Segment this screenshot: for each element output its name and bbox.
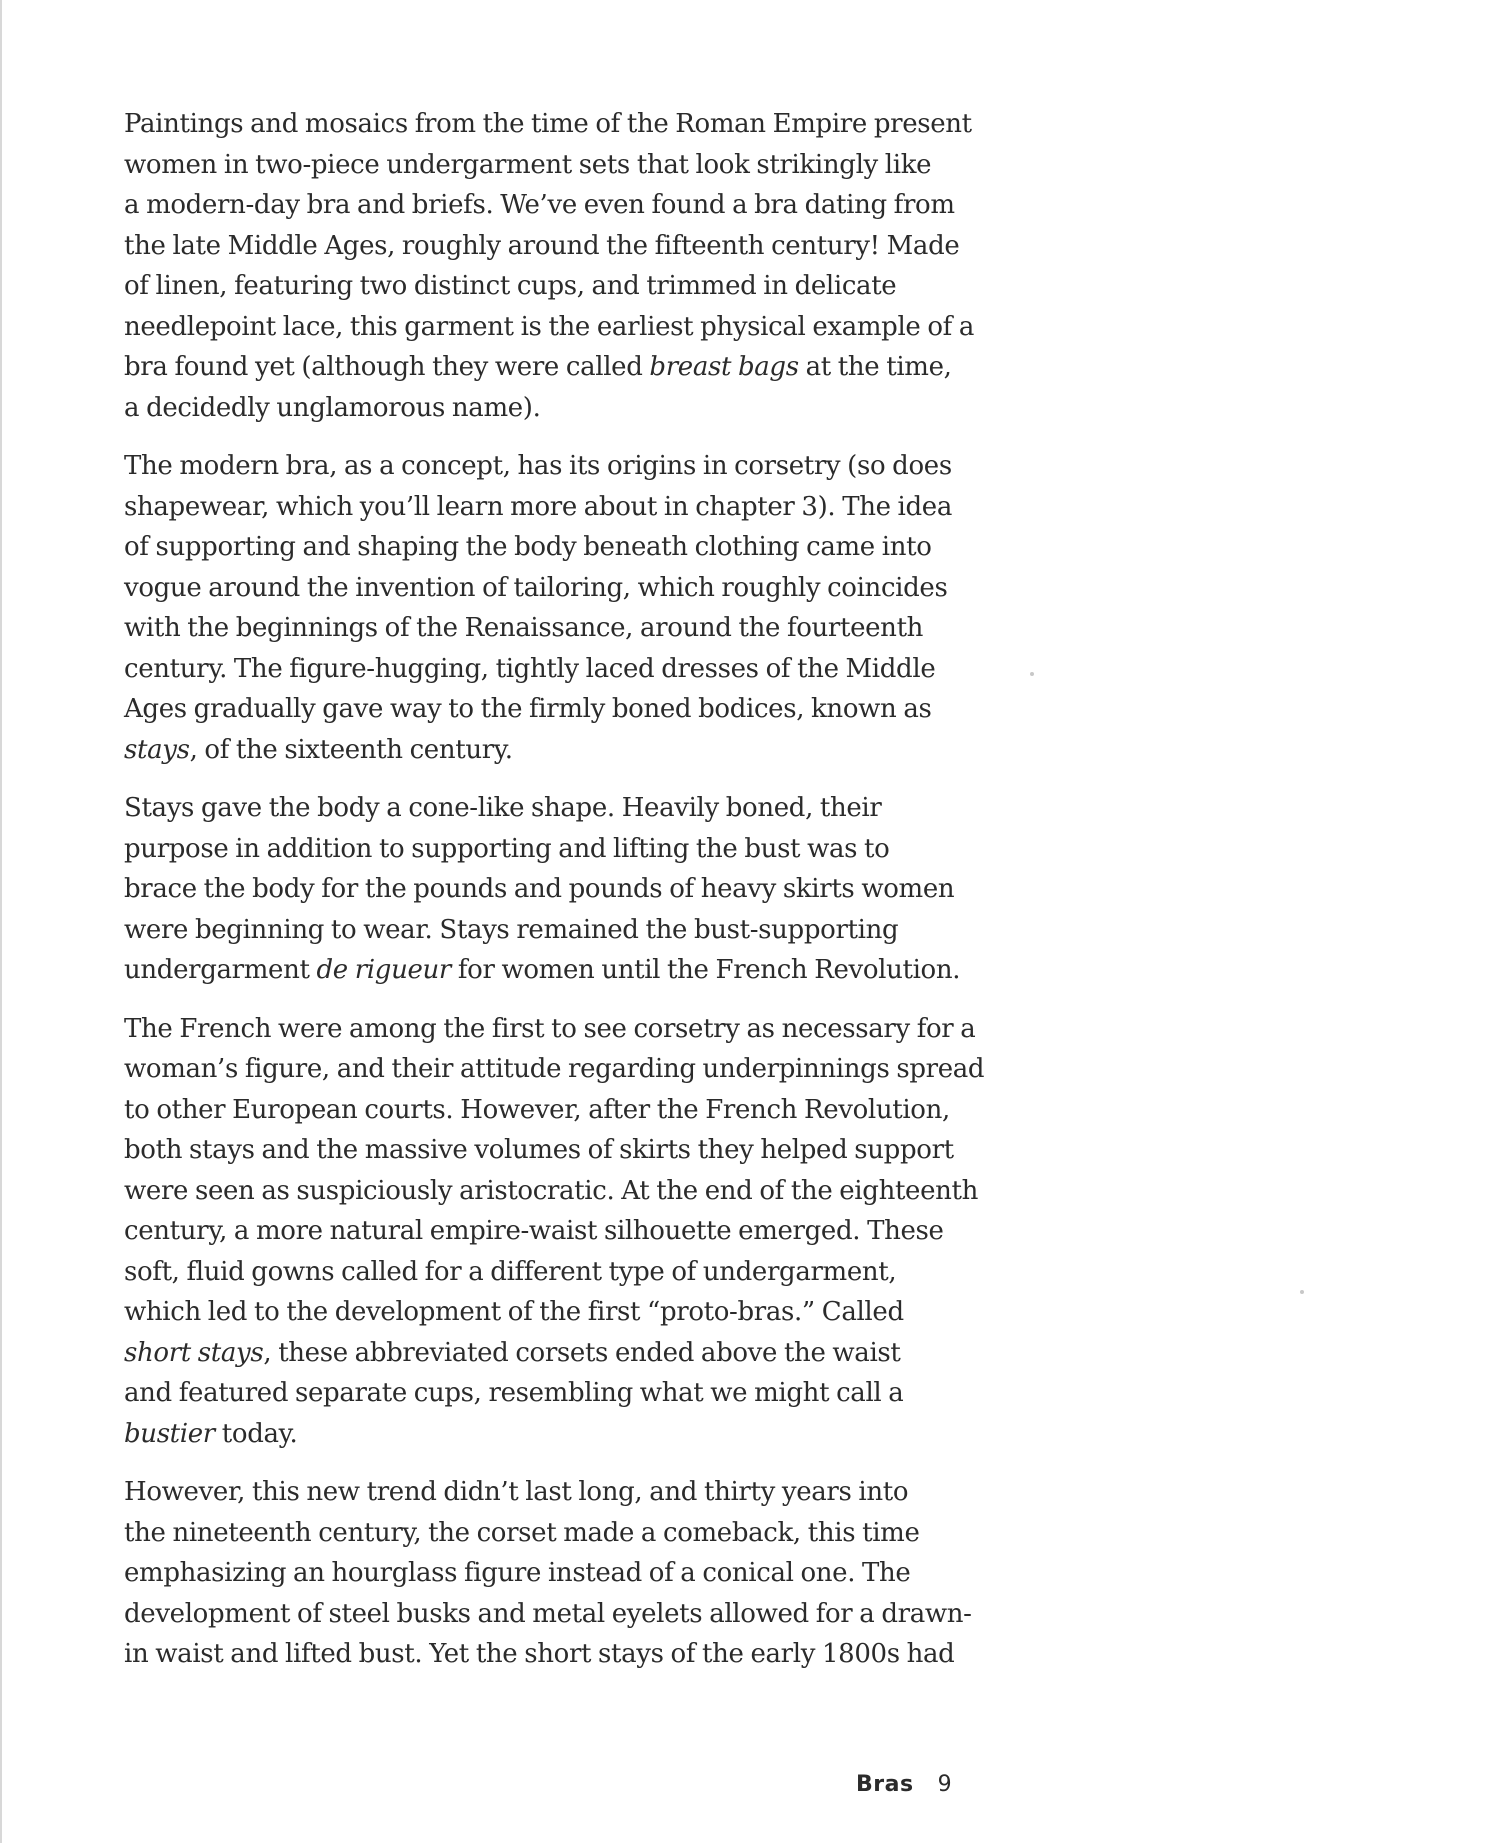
text-run: soft, fluid gowns called for a different type of undergarment, [124,1256,897,1287]
scan-speck [1030,672,1034,676]
text-line [124,1634,954,1675]
text-line [124,1090,954,1131]
text-line [124,950,961,991]
text-line [124,1130,954,1171]
text-run: The modern bra, as a concept, has its origins in corsetry (so does [124,451,952,481]
text-line [124,1049,985,1090]
text-run: which led to the development of the first “proto-bras.” Called [124,1297,904,1327]
text-line [124,730,954,771]
text-run: century, a more natural empire-waist silhouette emerged. These [124,1216,944,1246]
text-line [124,307,975,348]
italic-term: short stays [124,1337,264,1368]
text-line [124,1009,976,1050]
running-footer-section: Bras [856,1772,914,1797]
text-line [124,649,954,690]
text-line [124,1472,954,1513]
text-run: and featured separate cups, resembling what we might call a [124,1378,904,1408]
text-run: of linen, featuring two distinct cups, and trimmed in delicate [124,271,897,301]
text-run: both stays and the massive volumes of skirts they helped support [124,1135,954,1165]
text-line [124,568,954,609]
text-line [124,869,954,910]
text-run: were beginning to wear. Stays remained the bust-supporting [124,914,899,945]
text-line [124,788,954,829]
text-run: development of steel busks and metal eyelets allowed for a drawn- [124,1598,972,1629]
text-line [124,226,960,267]
text-run: However, this new trend didn’t last long, and thirty years into [124,1477,909,1507]
text-line [124,1373,954,1414]
scan-speck [1300,1290,1304,1294]
text-run: , these abbreviated corsets ended above the waist [263,1337,901,1368]
text-run: vogue around the invention of tailoring, which roughly coincides [124,572,948,603]
paragraph [124,1472,972,1675]
italic-term: stays [124,734,190,765]
text-run: of supporting and shaping the body beneath clothing came into [124,532,932,562]
text-run: needlepoint lace, this garment is the earliest physical example of a [124,311,975,342]
text-line [124,1252,954,1293]
text-line [124,608,954,649]
text-run: the nineteenth century, the corset made a comeback, this time [124,1517,920,1548]
text-line [124,388,954,429]
text-run: emphasizing an hourglass figure instead of a conical one. The [124,1558,911,1588]
text-run: at the time, [798,352,952,382]
text-run: shapewear, which you’ll learn more about in chapter 3). The idea [124,491,952,522]
text-run: undergarment [124,955,317,985]
text-line [124,1292,954,1333]
text-line [124,829,954,870]
text-line [124,1414,954,1455]
text-line [124,1211,954,1252]
text-run: Paintings and mosaics from the time of the Roman Empire present [124,109,972,139]
text-line [124,104,972,145]
italic-term: de rigueur [316,955,451,985]
text-line [124,1553,954,1594]
text-line [124,446,954,487]
text-run: with the beginnings of the Renaissance, around the fourteenth [124,613,924,643]
text-run: , of the sixteenth century. [189,734,513,765]
text-run: Stays gave the body a cone-like shape. Heavily boned, their [124,793,882,823]
paragraph [124,446,954,770]
text-run: women in two-piece undergarment sets that look strikingly like [124,149,932,180]
text-run: were seen as suspiciously aristocratic. At the end of the eighteenth [124,1175,979,1206]
paragraph [124,788,961,991]
text-run: for women until the French Revolution. [450,955,961,985]
paragraph [124,104,975,428]
body-text [124,104,985,1693]
text-line [124,1333,954,1374]
italic-term: bustier [124,1418,215,1449]
page-edge [0,0,2,1843]
page-footer [856,1772,952,1797]
page-number: 9 [937,1772,952,1797]
text-run: Ages gradually gave way to the firmly boned bodices, known as [124,694,932,724]
text-run: purpose in addition to supporting and lifting the bust was to [124,833,890,864]
text-run: brace the body for the pounds and pounds of heavy skirts women [124,874,955,904]
text-run: to other European courts. However, after the French Revolution, [124,1094,950,1125]
text-line [124,1171,979,1212]
text-line [124,1513,954,1554]
text-line [124,185,954,226]
text-run: bra found yet (although they were called [124,352,650,382]
text-line [124,145,954,186]
text-run: a modern-day bra and briefs. We’ve even found a bra dating from [124,190,955,220]
text-line [124,266,954,307]
italic-term: breast bags [649,352,799,382]
text-line [124,689,954,730]
text-line [124,527,954,568]
text-line [124,910,954,951]
text-line [124,487,954,528]
text-run: a decidedly unglamorous name). [124,392,541,423]
text-run: The French were among the first to see corsetry as necessary for a [124,1013,976,1044]
text-line [124,1594,972,1635]
text-run: century. The figure-hugging, tightly laced dresses of the Middle [124,653,936,684]
text-run: the late Middle Ages, roughly around the fifteenth century! Made [124,230,960,261]
paragraph [124,1009,985,1455]
text-run: woman’s figure, and their attitude regarding underpinnings spread [124,1054,985,1084]
text-run: in waist and lifted bust. Yet the short stays of the early 1800s had [124,1639,955,1669]
text-line [124,347,954,388]
text-run: today. [214,1418,298,1449]
